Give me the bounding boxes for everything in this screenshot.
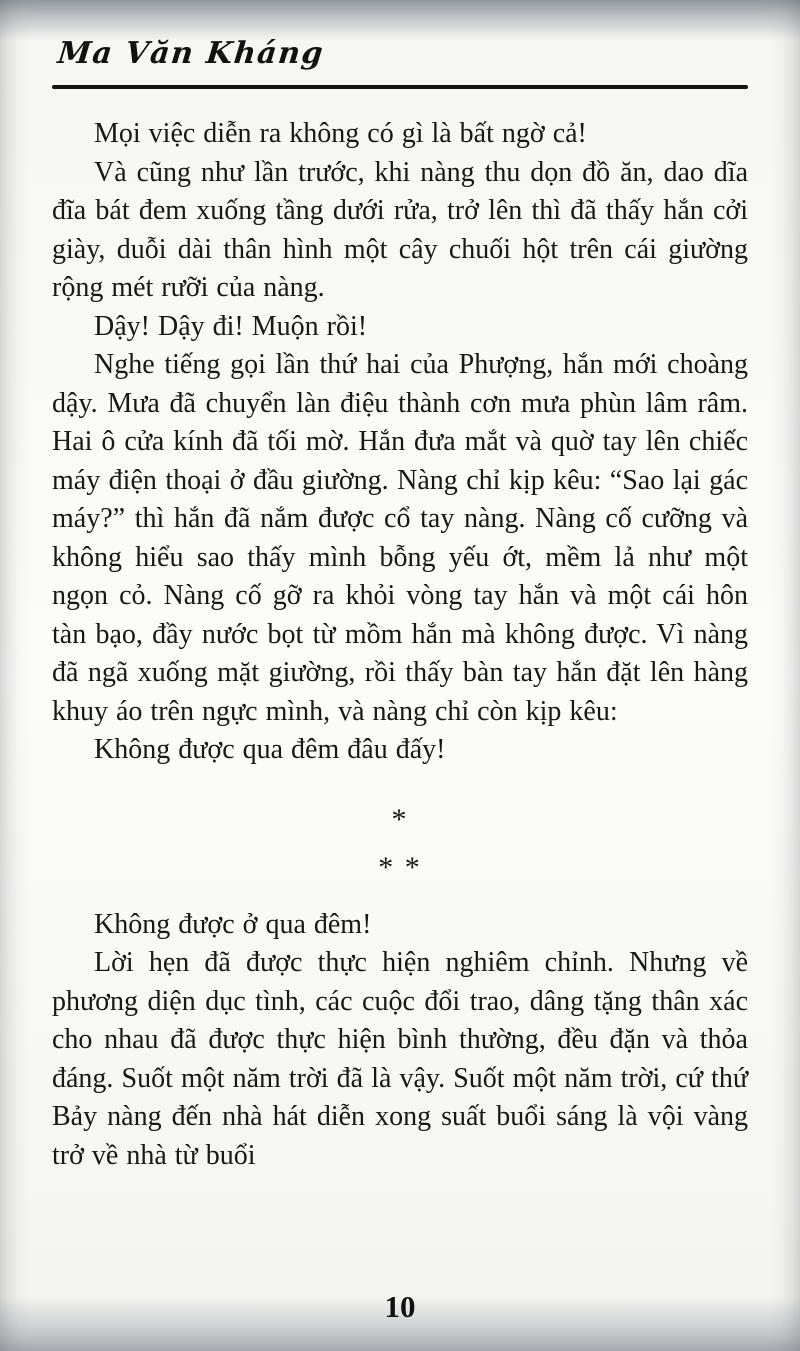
- paragraph: Không được qua đêm đâu đấy!: [94, 734, 446, 765]
- paragraph: Dậy! Dậy đi! Muộn rồi!: [94, 310, 368, 342]
- paragraph: Nghe tiếng gọi lần thứ hai của Phượng, hắn mới choàng dậy. Mưa đã chuyển làn điệu thành cơn mưa phùn lâm râm. Hai ô cửa kính đã tối mờ. Hắn đưa mắt và quờ tay lên chiếc máy điện thoại ở đầu giường. Nàng chỉ kịp kêu: “Sao lại gác máy?” thì hắn đã nắm được cổ tay nàng. Nàng cố cưỡng và không hiểu sao thấy mình bỗng yếu ớt, mềm lả như một ngọn cỏ. Nàng cố gỡ ra khỏi vòng tay hắn và một cái hôn tàn bạo, đầy nước bọt từ mồm hắn mà không được. Vì nàng đã ngã xuống mặt giường, rồi thấy bàn tay hắn đặt lên hàng khuy áo trên ngực mình, và nàng chỉ còn kịp kêu:: [52, 349, 748, 727]
- page-number: 10: [384, 1289, 416, 1324]
- header-rule: [52, 85, 748, 89]
- paragraph: Và cũng như lần trước, khi nàng thu dọn đồ ăn, dao dĩa đĩa bát đem xuống tầng dưới rửa, trở lên thì đã thấy hắn cởi giày, duỗi dài thân hình một cây chuối hột trên cái giường rộng mét rưỡi của nàng.: [52, 156, 748, 303]
- asterisk-row: *: [391, 802, 409, 836]
- asterisk-row: * *: [378, 850, 422, 884]
- section-break: [52, 796, 748, 892]
- page-body: [52, 115, 748, 1175]
- page-header: [52, 36, 748, 89]
- paragraph: Lời hẹn đã được thực hiện nghiêm chỉnh. Nhưng về phương diện dục tình, các cuộc đổi trao, dâng tặng thân xác cho nhau đã được thực hiện bình thường, đều đặn và thỏa đáng. Suốt một năm trời đã là vậy. Suốt một năm trời, cứ thứ Bảy nàng đến nhà hát diễn xong suất buổi sáng là vội vàng trở về nhà từ buổi: [52, 947, 748, 1171]
- paragraph: Không được ở qua đêm!: [94, 908, 372, 940]
- paragraph: Mọi việc diễn ra không có gì là bất ngờ cả!: [94, 118, 587, 149]
- author-name: Ma Văn Kháng: [56, 36, 326, 71]
- page-footer: [52, 1289, 748, 1351]
